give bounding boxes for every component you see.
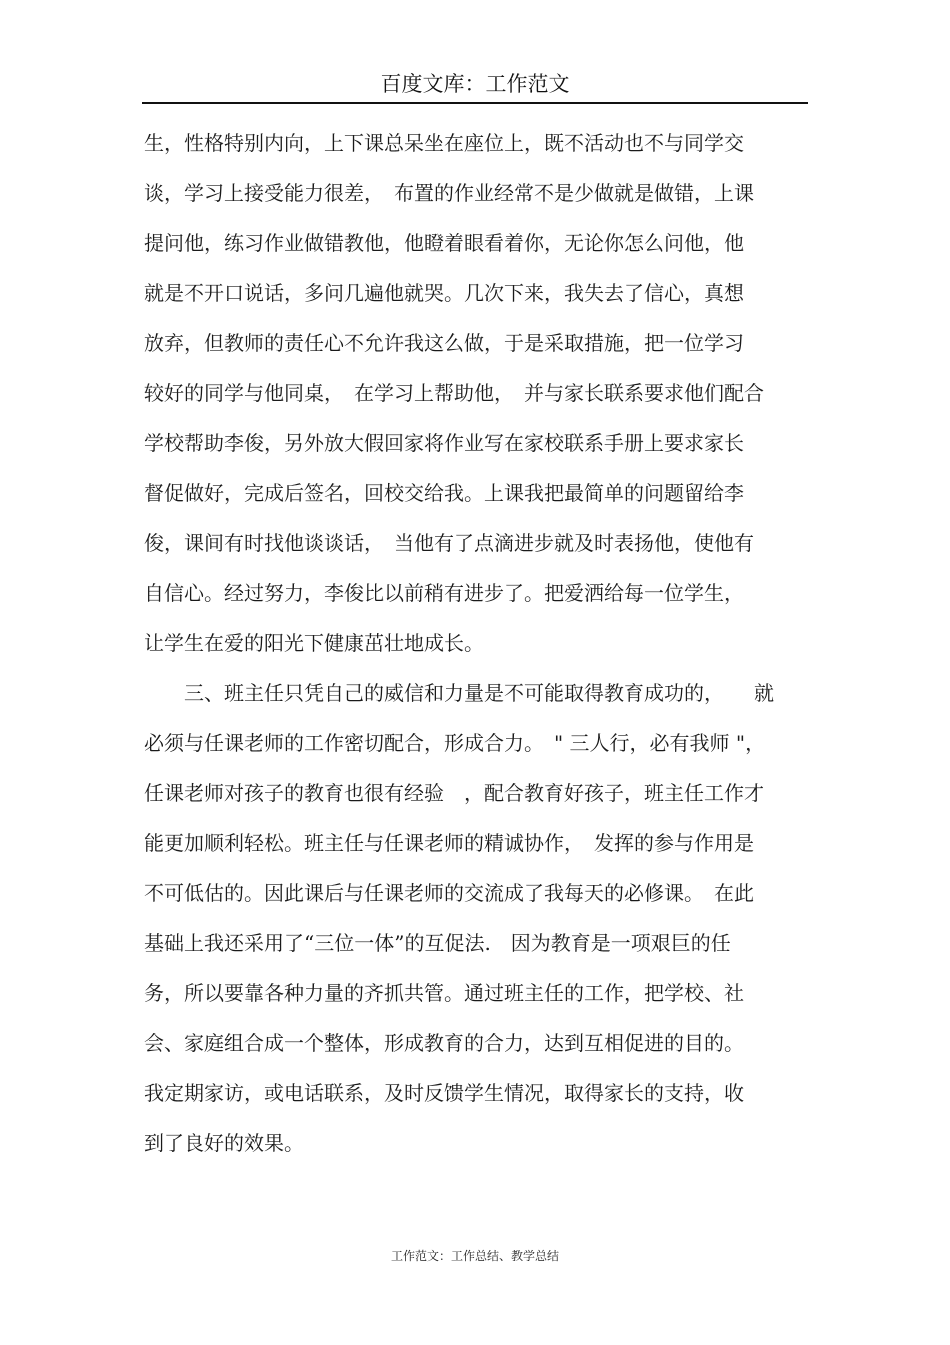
text-line: 生，性格特别内向，上下课总呆坐在座位上，既不活动也不与同学交 [144, 131, 744, 155]
text-line: 俊，课间有时找他谈谈话， 当他有了点滴进步就及时表扬他，使他有 [144, 531, 754, 555]
text-line: 就是不开口说话，多问几遍他就哭。几次下来，我失去了信心，真想 [144, 281, 744, 305]
text-line: 学校帮助李俊，另外放大假回家将作业写在家校联系手册上要求家长 [144, 431, 744, 455]
page-header-title: 百度文库：工作范文 [380, 72, 570, 96]
text-line: 谈，学习上接受能力很差， 布置的作业经常不是少做就是做错，上课 [144, 181, 754, 205]
header-divider [142, 102, 808, 104]
text-line: 我定期家访，或电话联系，及时反馈学生情况，取得家长的支持，收 [144, 1081, 744, 1105]
document-body [144, 118, 824, 1168]
text-line: 能更加顺利轻松。班主任与任课老师的精诚协作， 发挥的参与作用是 [144, 831, 754, 855]
text-line: 提问他，练习作业做错教他，他瞪着眼看着你，无论你怎么问他，他 [144, 231, 744, 255]
text-line: 务，所以要靠各种力量的齐抓共管。通过班主任的工作，把学校、社 [144, 981, 744, 1005]
text-line: 让学生在爱的阳光下健康茁壮地成长。 [144, 631, 484, 655]
text-line: 会、家庭组合成一个整体，形成教育的合力，达到互相促进的目的。 [144, 1031, 744, 1055]
text-line: 三、班主任只凭自己的威信和力量是不可能取得教育成功的， 就 [144, 681, 774, 705]
text-line: 自信心。经过努力，李俊比以前稍有进步了。把爱洒给每一位学生， [144, 581, 744, 605]
page-footer-text: 工作范文：工作总结、教学总结 [390, 1249, 559, 1263]
text-line: 督促做好，完成后签名，回校交给我。上课我把最简单的问题留给李 [144, 481, 744, 505]
text-line: 基础上我还采用了“三位一体”的互促法. 因为教育是一项艰巨的任 [144, 931, 731, 955]
text-line: 任课老师对孩子的教育也很有经验 ，配合教育好孩子，班主任工作才 [144, 781, 764, 805]
text-line: 到了良好的效果。 [144, 1131, 304, 1155]
text-line: 不可低估的。因此课后与任课老师的交流成了我每天的必修课。 在此 [144, 881, 754, 905]
text-line: 放弃，但教师的责任心不允许我这么做，于是采取措施，把一位学习 [144, 331, 744, 355]
text-line: 较好的同学与他同桌， 在学习上帮助他， 并与家长联系要求他们配合 [144, 381, 764, 405]
text-line: 必须与任课老师的工作密切配合，形成合力。 " 三人行，必有我师 "， [144, 731, 766, 755]
